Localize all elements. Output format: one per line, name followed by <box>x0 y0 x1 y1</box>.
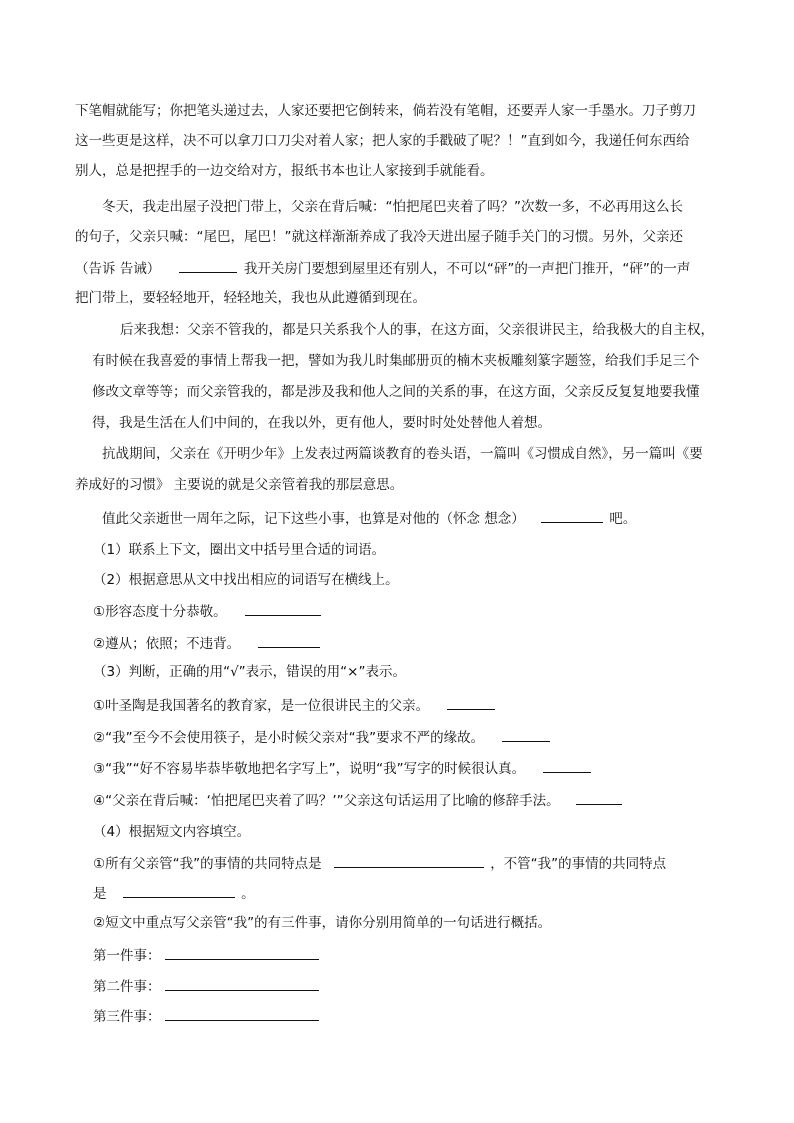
answer-blank[interactable] <box>165 945 319 960</box>
question-item: ①叶圣陶是我国著名的教育家，是一位很讲民主的父亲。 <box>93 695 495 716</box>
passage-line: 后来我想：父亲不管我的，都是只关系我个人的事，在这方面，父亲很讲民主，给我极大的自主权， <box>120 322 714 338</box>
answer-blank[interactable] <box>334 853 484 868</box>
passage-line: 冬天，我走出屋子没把门带上，父亲在背后喊：“怕把尾巴夹着了吗？”次数一多，不必再用这么长 <box>102 199 683 215</box>
answer-blank[interactable] <box>258 633 320 648</box>
question-item: ①所有父亲管“我”的事情的共同特点是 ，不管“我”的事情的共同特点 <box>93 853 666 874</box>
passage-line: 别人，总是把捏手的一边交给对方，报纸书本也让人家接到手就能看。 <box>75 163 494 179</box>
question-heading: （1）联系上下文，圈出文中括号里合适的词语。 <box>93 542 386 558</box>
question-item: ①形容态度十分恭敬。 <box>93 601 321 622</box>
word-choice-options: （告诉 告诫） <box>75 261 161 277</box>
passage-line: 把门带上，要轻轻地开，轻轻地关，我也从此遵循到现在。 <box>75 290 426 306</box>
passage-line: 养成好的习惯》 主要说的就是父亲管着我的那层意思。 <box>75 477 404 493</box>
passage-line: 下笔帽就能写；你把笔头递过去，人家还要把它倒转来，倘若没有笔帽，还要弄人家一手墨水。刀子剪刀 <box>75 103 696 119</box>
question-item: 是 。 <box>93 883 255 904</box>
question-item: ②遵从；依照；不违背。 <box>93 633 320 654</box>
question-item: ③“我”“好不容易毕恭毕敬地把名字写上”，说明“我”写字的时候很认真。 <box>93 758 591 779</box>
event-line: 第二件事： <box>93 976 319 997</box>
passage-line: 修改文章等等；而父亲管我的，都是涉及我和他人之间的关系的事，在这方面，父亲反反复复地要我懂 <box>92 384 700 400</box>
question-item: ④“父亲在背后喊：‘怕把尾巴夹着了吗？’”父亲这句话运用了比喻的修辞手法。 <box>93 790 622 811</box>
passage-line: 这一些更是这样，决不可以拿刀口刀尖对着人家；把人家的手戳破了呢？！”直到如今，我递任何东西给 <box>75 133 690 149</box>
question-heading: （4）根据短文内容填空。 <box>93 824 251 840</box>
passage-line: 抗战期间，父亲在《开明少年》上发表过两篇谈教育的卷头语，一篇叫《习惯成自然》，另一篇叫《要 <box>102 446 703 462</box>
answer-blank[interactable] <box>245 601 321 616</box>
answer-blank[interactable] <box>541 508 603 523</box>
question-item: ②“我”至今不会使用筷子，是小时候父亲对“我”要求不严的缘故。 <box>93 727 550 748</box>
passage-line: （告诉 告诫） 我开关房门要想到屋里还有别人，不可以“砰”的一声把门推开，“砰”的一声 <box>75 258 690 279</box>
answer-blank[interactable] <box>123 883 235 898</box>
passage-line: 有时候在我喜爱的事情上帮我一把，譬如为我儿时集邮册页的楠木夹板雕刻篆字题签，给我们手足三个 <box>92 353 700 369</box>
question-heading: （2）根据意思从文中找出相应的词语写在横线上。 <box>93 572 399 588</box>
answer-blank[interactable] <box>576 790 622 805</box>
passage-line: 得，我是生活在人们中间的，在我以外，更有他人，要时时处处替他人着想。 <box>92 415 551 431</box>
passage-line: 值此父亲逝世一周年之际，记下这些小事，也算是对他的（怀念 想念） 吧。 <box>102 508 636 529</box>
event-line: 第三件事： <box>93 1006 319 1027</box>
answer-blank[interactable] <box>447 695 495 710</box>
answer-blank[interactable] <box>179 258 237 273</box>
answer-blank[interactable] <box>543 758 591 773</box>
passage-line: 的句子，父亲只喊：“尾巴，尾巴！”就这样渐渐养成了我冷天进出屋子随手关门的习惯。另外，父亲还 <box>75 229 683 245</box>
event-line: 第一件事： <box>93 945 319 966</box>
question-heading: （3）判断，正确的用“√”表示，错误的用“×”表示。 <box>93 664 406 680</box>
answer-blank[interactable] <box>165 1006 319 1021</box>
answer-blank[interactable] <box>502 727 550 742</box>
question-item: ②短文中重点写父亲管“我”的有三件事，请你分别用简单的一句话进行概括。 <box>93 915 552 931</box>
answer-blank[interactable] <box>165 976 319 991</box>
